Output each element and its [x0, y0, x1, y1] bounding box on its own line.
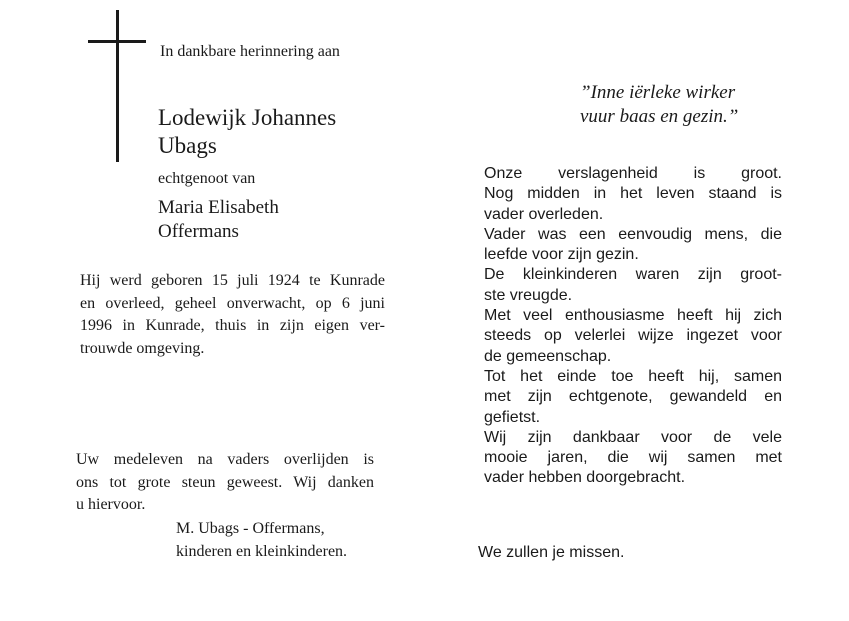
cross-vertical-bar [116, 10, 119, 162]
message-line: leefde voor zijn gezin. [484, 246, 639, 264]
thanks-line: ons tot grote steun geweest. Wij danken [76, 473, 374, 491]
message-line: vader hebben doorgebracht. [484, 469, 686, 487]
thanks-paragraph [76, 449, 374, 517]
signature-line: kinderen en kleinkinderen. [176, 542, 348, 560]
message-line: Nog midden in het leven staand is [484, 185, 782, 203]
message-line: de gemeenschap. [484, 347, 612, 365]
deceased-name [158, 104, 418, 160]
cross-horizontal-bar [88, 40, 146, 43]
biography-paragraph [80, 270, 385, 360]
quote-line: ”Inne iërleke wirker [580, 82, 736, 103]
spouse-line: Offermans [158, 221, 239, 242]
message-line: mooie jaren, die wij samen met [484, 449, 782, 467]
thanks-line: u hiervoor. [76, 496, 146, 513]
message-line: De kleinkinderen waren zijn groot- [484, 266, 782, 284]
tribute-message [484, 164, 782, 489]
message-line: Tot het einde toe heeft hij, samen [484, 367, 782, 385]
message-line: Met veel enthousiasme heeft hij zich [484, 307, 782, 325]
name-line: Ubags [158, 133, 217, 158]
thanks-line: Uw medeleven na vaders overlijden is [76, 451, 374, 468]
spouse-line: Maria Elisabeth [158, 197, 279, 218]
closing-line: We zullen je missen. [478, 544, 625, 561]
message-line: Onze verslagenheid is groot. [484, 165, 782, 182]
message-line: vader overleden. [484, 205, 604, 223]
bio-line: Hij werd geboren 15 juli 1924 te Kunrade [80, 272, 385, 289]
message-line: Wij zijn dankbaar voor de vele [484, 428, 782, 446]
bio-line: trouwde omgeving. [80, 339, 205, 357]
spouse-name [158, 196, 378, 244]
bio-line: 1996 in Kunrade, thuis in zijn eigen ver- [80, 317, 385, 334]
message-line: gefietst. [484, 408, 541, 426]
message-line: met zijn echtgenote, gewandeld en [484, 388, 782, 406]
quote-line: vuur baas en gezin.” [580, 106, 739, 127]
name-line: Lodewijk Johannes [158, 105, 337, 130]
dialect-quote [580, 81, 738, 129]
signature-block [176, 518, 347, 563]
intro-text: In dankbare herinnering aan [160, 43, 340, 60]
bio-line: en overleed, geheel onverwacht, op 6 juni [80, 294, 385, 312]
signature-line: M. Ubags - Offermans, [176, 520, 325, 537]
message-line: steeds op velerlei wijze ingezet voor [484, 327, 782, 345]
message-line: ste vreugde. [484, 286, 573, 304]
spouse-label: echtgenoot van [158, 170, 256, 187]
message-line: Vader was een eenvoudig mens, die [484, 225, 782, 243]
